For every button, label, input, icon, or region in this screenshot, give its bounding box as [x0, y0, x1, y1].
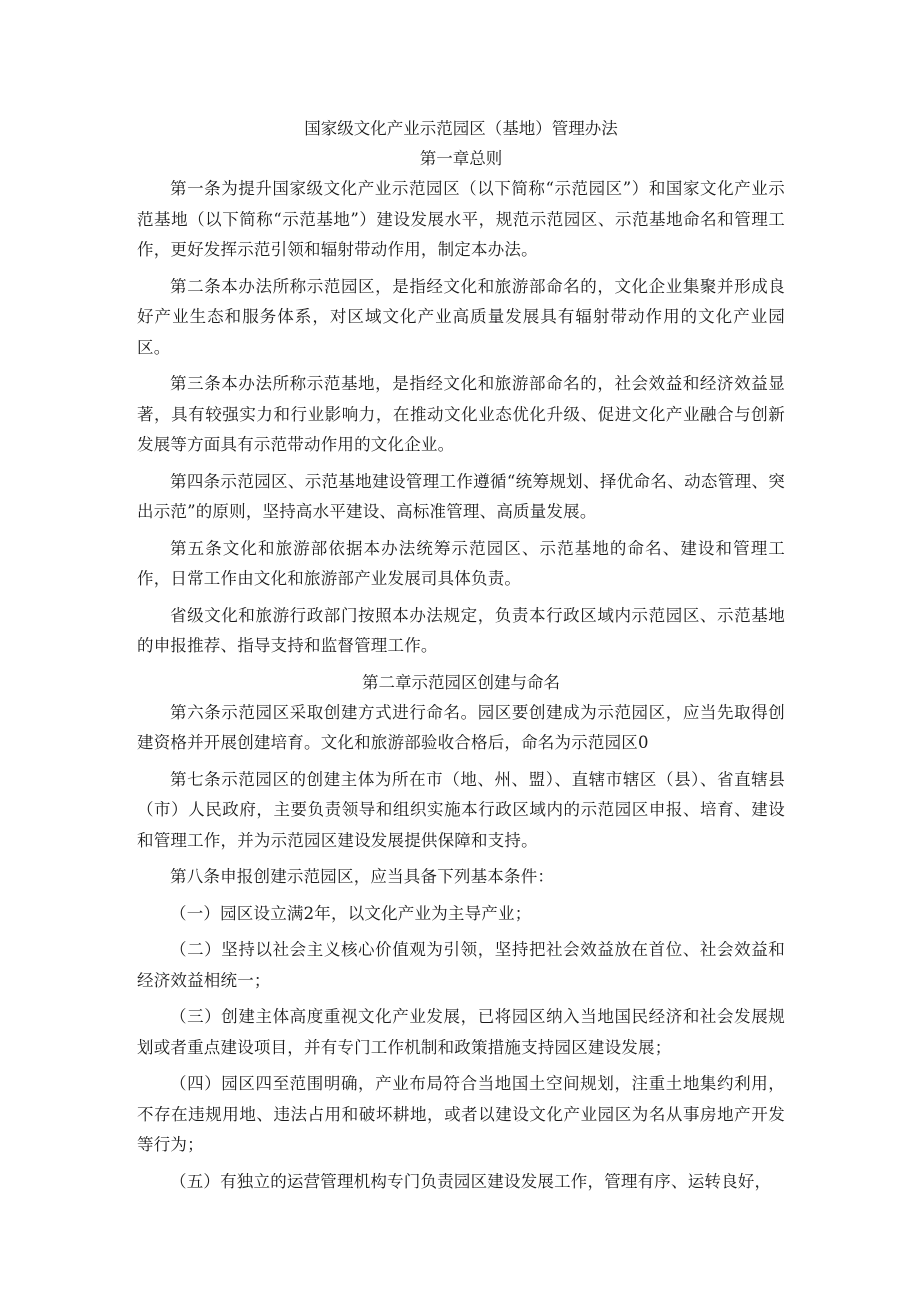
article-8-item-2: （二）坚持以社会主义核心价值观为引领，坚持把社会效益放在首位、社会效益和经济效益相统一；: [137, 940, 785, 990]
article-4: 第四条示范园区、示范基地建设管理工作遵循“统筹规划、择优命名、动态管理、突出示范”的原则，坚持高水平建设、高标准管理、高质量发展。: [137, 471, 785, 521]
article-5: 第五条文化和旅游部依据本办法统筹示范园区、示范基地的命名、建设和管理工作，日常工作由文化和旅游部产业发展司具体负责。: [137, 538, 785, 588]
chapter-heading-2: 第二章示范园区创建与命名: [362, 672, 560, 692]
article-1: 第一条为提升国家级文化产业示范园区（以下简称“示范园区”）和国家文化产业示范基地（以下简称“示范基地”）建设发展水平，规范示范园区、示范基地命名和管理工作，更好发挥示范引领和辐射带动作用，制定本办法。: [137, 179, 785, 259]
chapter-heading-1: 第一章总则: [419, 149, 503, 168]
document-body: [137, 114, 785, 1203]
article-8-item-4: （四）园区四至范围明确，产业布局符合当地国土空间规划，注重土地集约利用，不存在违规用地、违法占用和破坏耕地，或者以建设文化产业园区为名从事房地产开发等行为；: [137, 1074, 785, 1154]
article-8-item-3: （三）创建主体高度重视文化产业发展，已将园区纳入当地国民经济和社会发展规划或者重点建设项目，并有专门工作机制和政策措施支持园区建设发展；: [137, 1007, 785, 1057]
article-2: 第二条本办法所称示范园区，是指经文化和旅游部命名的，文化企业集聚并形成良好产业生态和服务体系，对区域文化产业高质量发展具有辐射带动作用的文化产业园区。: [137, 276, 785, 357]
article-8-item-5: （五）有独立的运营管理机构专门负责园区建设发展工作，管理有序、运转良好，: [170, 1171, 772, 1191]
article-6: 第六条示范园区采取创建方式进行命名。园区要创建成为示范园区，应当先取得创建资格并开展创建培育。文化和旅游部验收合格后，命名为示范园区0: [137, 702, 785, 752]
document-title: 国家级文化产业示范园区（基地）管理办法: [304, 119, 618, 138]
article-7: 第七条示范园区的创建主体为所在市（地、州、盟）、直辖市辖区（县）、省直辖县（市）人民政府，主要负责领导和组织实施本行政区域内的示范园区申报、培育、建设和管理工作，并为示范园区建设发展提供保障和支持。: [137, 769, 785, 850]
article-5-paragraph-2: 省级文化和旅游行政部门按照本办法规定，负责本行政区域内示范园区、示范基地的申报推荐、指导支持和监督管理工作。: [137, 605, 785, 655]
article-8: 第八条申报创建示范园区，应当具备下列基本条件：: [170, 867, 555, 886]
article-3: 第三条本办法所称示范基地，是指经文化和旅游部命名的，社会效益和经济效益显著，具有较强实力和行业影响力，在推动文化业态优化升级、促进文化产业融合与创新发展等方面具有示范带动作用的文化企业。: [137, 374, 785, 454]
article-8-item-1: （一）园区设立满2年，以文化产业为主导产业；: [170, 903, 532, 923]
